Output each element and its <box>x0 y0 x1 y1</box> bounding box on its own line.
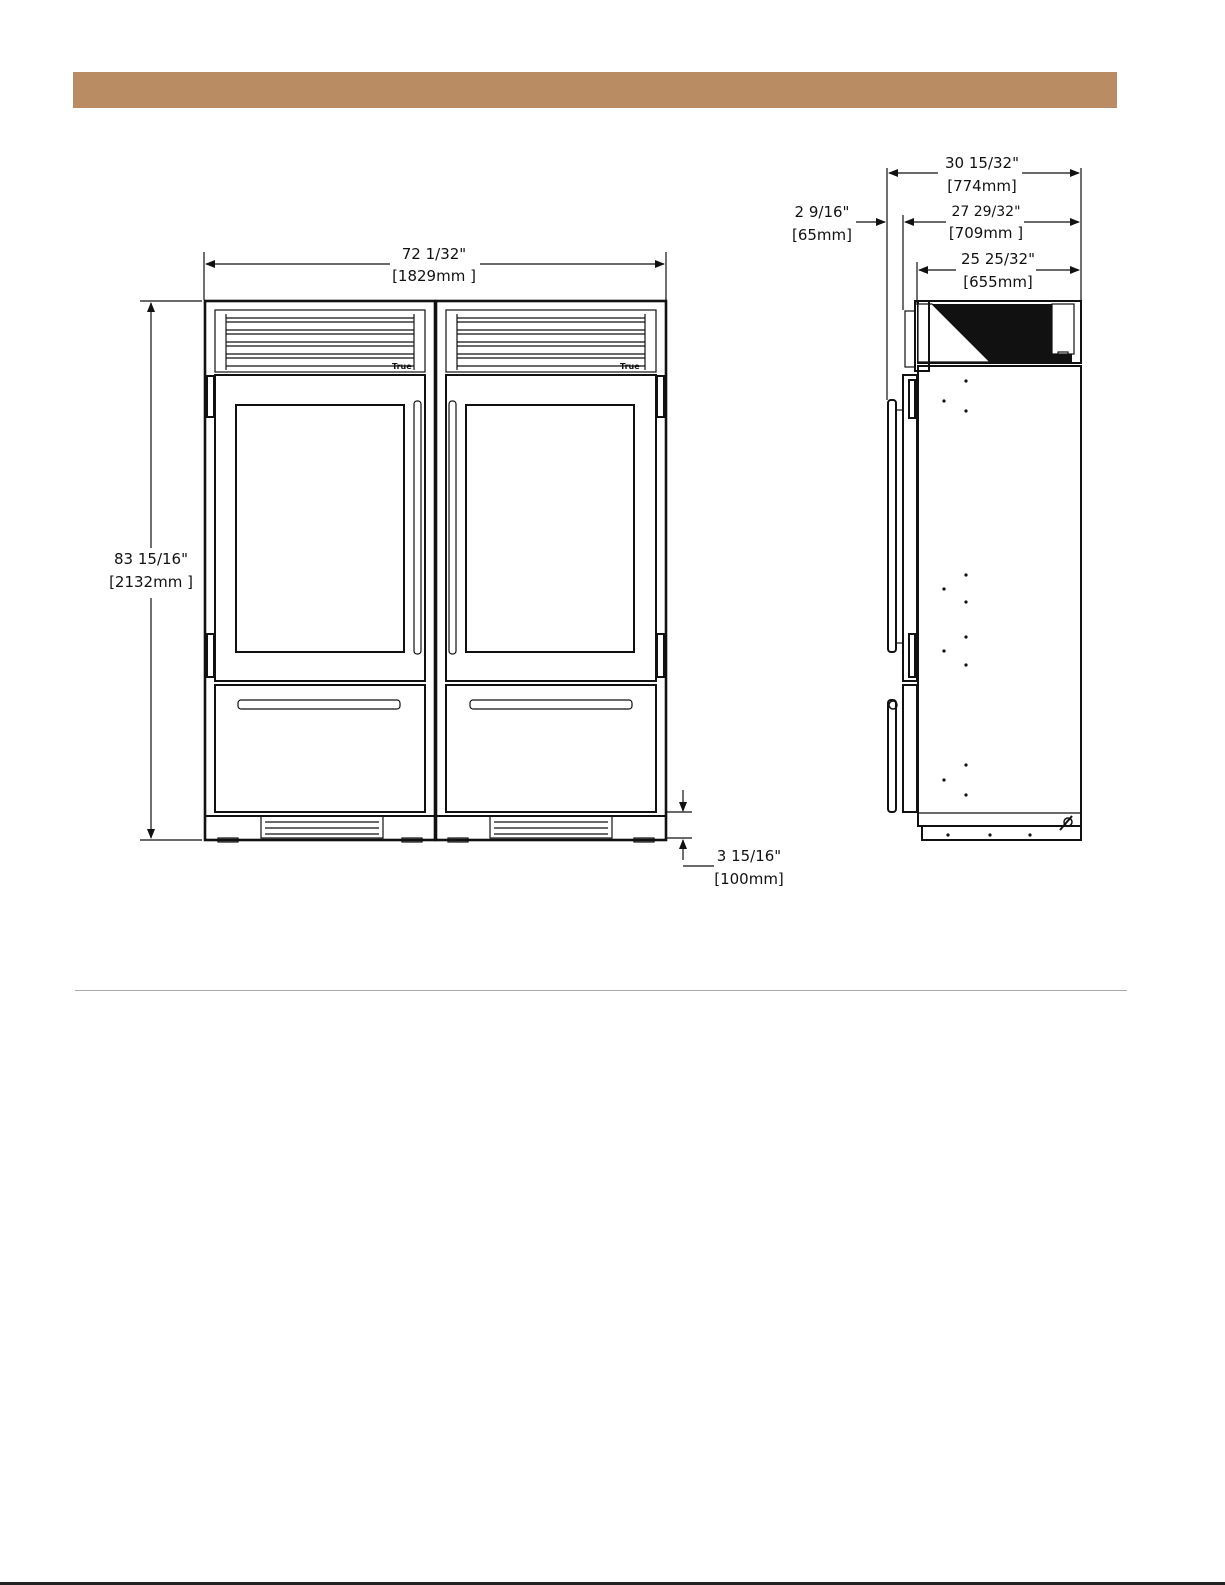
height-mm: [2132mm ] <box>109 573 193 591</box>
overall-depth-inches: 30 15/32" <box>945 154 1019 172</box>
left-grille <box>226 314 414 370</box>
cabinet-depth-dimension <box>905 204 1079 242</box>
toe-kick-inches: 3 15/16" <box>716 847 782 865</box>
overall-depth-mm: [774mm] <box>947 177 1017 195</box>
body-depth-inches: 25 25/32" <box>961 250 1035 268</box>
right-grille <box>457 314 645 370</box>
body-depth-mm: [655mm] <box>963 273 1033 291</box>
width-mm: [1829mm ] <box>392 267 476 285</box>
front-view <box>109 245 784 888</box>
width-dimension <box>204 245 666 300</box>
body-depth-dimension <box>917 250 1079 305</box>
door-offset-inches: 2 9/16" <box>794 203 850 221</box>
cabinet-depth-mm: [709mm ] <box>948 224 1024 242</box>
side-view <box>792 154 1081 840</box>
height-inches: 83 15/16" <box>114 550 188 568</box>
width-inches: 72 1/32" <box>401 245 467 263</box>
door-offset-mm: [65mm] <box>791 226 853 244</box>
section-divider <box>75 990 1127 991</box>
door-offset-dimension <box>792 203 903 310</box>
side-cabinet <box>905 301 1081 840</box>
height-dimension <box>109 301 202 840</box>
right-logo: True <box>620 362 640 371</box>
left-unit <box>205 301 435 842</box>
cabinet-depth-inches: 27 29/32" <box>951 204 1021 220</box>
toe-kick-mm: [100mm] <box>714 870 784 888</box>
right-unit <box>436 301 666 842</box>
toe-kick-dimension <box>666 790 784 888</box>
side-door <box>888 375 917 812</box>
left-logo: True <box>392 362 412 371</box>
